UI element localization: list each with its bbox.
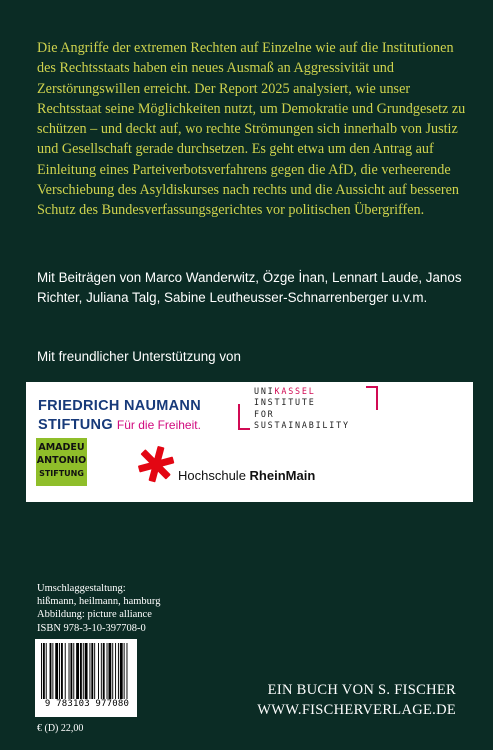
unikassel-frame-right [366, 386, 378, 410]
contributors-text: Mit Beiträgen von Marco Wanderwitz, Özge İnan, Lennart Laude, Janos Richter, Juliana Talg, Sabine Leutheusser-Schnarrenberger u.v.m. [37, 270, 462, 306]
amadeu-antonio-logo [36, 438, 87, 486]
unikassel-line2: INSTITUTE [254, 397, 316, 407]
publisher-url[interactable]: WWW.FISCHERVERLAGE.DE [257, 702, 456, 718]
isbn-barcode [35, 639, 137, 717]
barcode-bar [118, 643, 119, 699]
fnst-line2: STIFTUNG [38, 417, 113, 433]
barcode-bar [43, 643, 45, 699]
barcode-bar [94, 643, 95, 699]
barcode-bar [115, 643, 116, 699]
barcode-bar [80, 643, 82, 699]
barcode-bar [89, 643, 90, 699]
barcode-bar [127, 643, 128, 699]
barcode-bar [98, 643, 99, 699]
barcode-bars [39, 643, 133, 699]
barcode-bar [107, 643, 108, 699]
barcode-bar [70, 643, 72, 699]
barcode-bar [85, 643, 88, 699]
blurb-text: Die Angriffe der extremen Rechten auf Einzelne wie auf die Institutionen des Rechtsstaats haben ein neues Ausmaß an Aggressivität und Zerstörungswillen erreicht. Der Report 2025 analysiert, wie unser Rechtsstaat seine Möglichkeiten nutzt, um Demokratie und Grundgesetz zu schützen – und deckt auf, wo rechte Strömungen sich innerhalb von Justiz und Gesellschaft gerade durchsetzen. Es geht etwa um den Antrag auf Einleitung eines Parteiverbotsverfahrens gegen die AfD, die verheerende Verschiebung des Asyldiskurses nach rechts und die Aussicht auf besseren Schutz des Bundesverfassungsgerichtes vor politischen Übergriffen. [37, 40, 466, 219]
barcode-bar [91, 643, 93, 699]
credits-line3: Abbildung: picture alliance [37, 609, 152, 621]
publisher-line1: EIN BUCH VON S. FISCHER [267, 682, 456, 698]
barcode-bar [83, 643, 84, 699]
fnst-tagline: Für die Freiheit. [116, 418, 201, 432]
amadeu-line1: AMADEU [38, 442, 85, 453]
friedrich-naumann-logo [38, 398, 201, 434]
barcode-bar [124, 643, 125, 699]
hsrm-regular: Hochschule [178, 468, 250, 483]
credits-line1: Umschlaggestaltung: [37, 583, 126, 594]
fnst-line1: FRIEDRICH NAUMANN [38, 398, 201, 414]
barcode-bar [108, 643, 111, 699]
barcode-bar [73, 643, 74, 699]
barcode-bar [101, 643, 102, 699]
credits-line2: hißmann, heilmann, hamburg [37, 596, 161, 608]
amadeu-line2: ANTONIO [36, 455, 87, 466]
support-label: Mit freundlicher Unterstützung von [37, 349, 241, 364]
unikassel-frame-left [238, 404, 250, 430]
hsrm-star-icon [136, 444, 176, 484]
barcode-bar [112, 643, 113, 699]
barcode-bar [46, 643, 47, 699]
barcode-bar [61, 643, 63, 699]
hsrm-bold: RheinMain [249, 468, 316, 483]
unikassel-logo [238, 386, 388, 434]
unikassel-kassel: KASSEL [274, 386, 316, 396]
barcode-bar [120, 643, 123, 699]
sponsor-logos-panel [26, 382, 473, 502]
price: € (D) 22,00 [37, 723, 84, 734]
amadeu-line3: STIFTUNG [39, 469, 84, 478]
hsrm-logo-text [178, 468, 315, 483]
barcode-bar [76, 643, 79, 699]
barcode-digits: 9 783103 977080 [44, 699, 130, 709]
barcode-bar [41, 643, 42, 699]
barcode-bar [59, 643, 60, 699]
credits-isbn: ISBN 978-3-10-397708-0 [37, 622, 146, 634]
unikassel-line3: FOR [254, 409, 275, 419]
barcode-bar [52, 643, 53, 699]
barcode-bar [69, 643, 70, 699]
credits [37, 582, 160, 635]
barcode-bar [50, 643, 52, 699]
unikassel-uni: UNI [254, 386, 275, 396]
publisher-block [257, 680, 456, 720]
barcode-bar [55, 643, 58, 699]
barcode-bar [103, 643, 105, 699]
unikassel-line4: SUSTAINABILITY [254, 420, 350, 430]
barcode-bar [65, 643, 66, 699]
